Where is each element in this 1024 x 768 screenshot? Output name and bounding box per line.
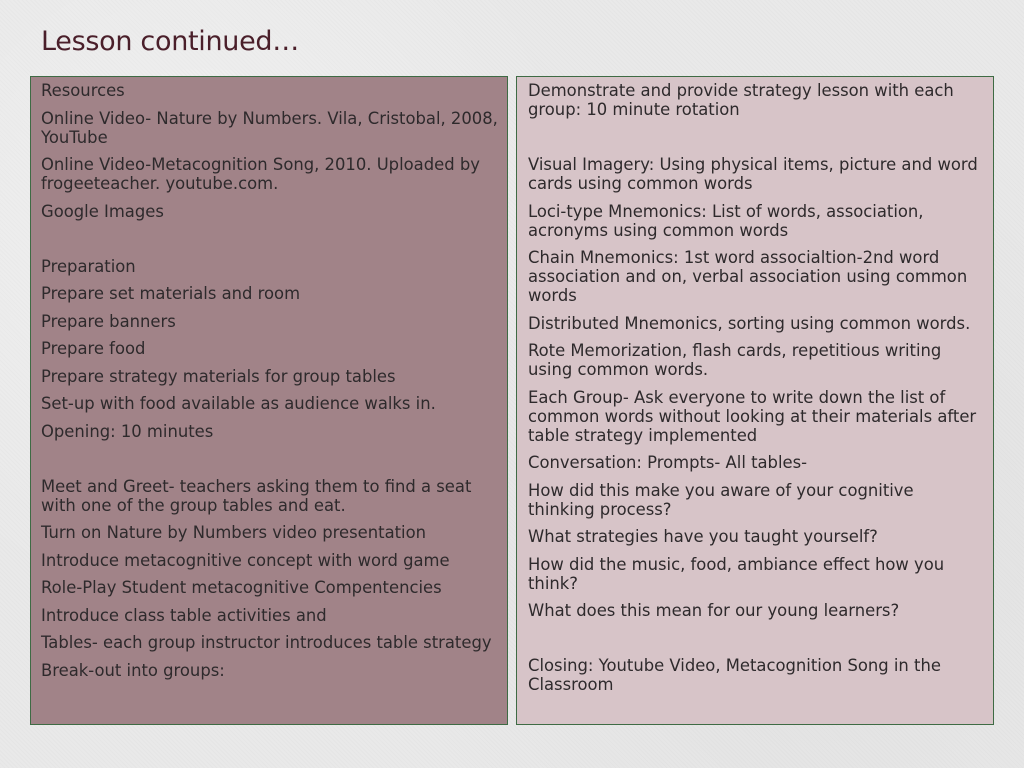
opening-step: Turn on Nature by Numbers video presentation — [41, 523, 427, 542]
right-content-panel — [516, 76, 994, 725]
strategy-item: Distributed Mnemonics, sorting using common words. — [528, 313, 971, 333]
opening-step: Break-out into groups: — [41, 660, 225, 680]
preparation-item: Prepare set materials and room — [41, 284, 301, 303]
preparation-item: Prepare banners — [41, 311, 176, 331]
spacer — [41, 229, 499, 257]
preparation-item: Prepare strategy materials for group tables — [41, 366, 396, 386]
strategy-item: Chain Mnemonics: 1st word associaltion-2nd word association and on, verbal association using common words — [528, 248, 968, 305]
spacer — [528, 629, 985, 657]
strategy-item: Conversation: Prompts- All tables- — [528, 453, 808, 472]
resource-item: Google Images — [41, 201, 164, 221]
strategy-item: How did this make you aware of your cognitive thinking process? — [528, 480, 914, 519]
closing-text: Closing: Youtube Video, Metacognition Song in the Classroom — [528, 656, 941, 694]
strategy-item: Visual Imagery: Using physical items, picture and word cards using common words — [528, 155, 978, 193]
opening-step: Meet and Greet- teachers asking them to find a seat with one of the group tables and eat. — [41, 476, 472, 515]
strategy-item: How did the music, food, ambiance effect how you think? — [528, 554, 945, 593]
strategy-item: What strategies have you taught yourself? — [528, 527, 878, 546]
resources-heading: Resources — [41, 81, 125, 100]
preparation-item: Set-up with food available as audience walks in. — [41, 394, 436, 413]
strategy-item: Loci-type Mnemonics: List of words, association, acronyms using common words — [528, 201, 924, 240]
resource-item: Online Video- Nature by Numbers. Vila, Cristobal, 2008, YouTube — [41, 108, 498, 147]
resource-item: Online Video-Metacognition Song, 2010. Uploaded by frogeeteacher. youtube.com. — [41, 155, 480, 193]
strategy-item: What does this mean for our young learners? — [528, 601, 900, 620]
slide-title: Lesson continued… — [41, 26, 299, 57]
opening-step: Introduce metacognitive concept with word game — [41, 550, 450, 570]
preparation-item: Prepare food — [41, 339, 146, 358]
strategy-item: Rote Memorization, flash cards, repetitious writing using common words. — [528, 341, 942, 379]
opening-step: Introduce class table activities and — [41, 605, 327, 625]
opening-step: Role-Play Student metacognitive Compentencies — [41, 578, 442, 597]
spacer — [528, 128, 985, 156]
opening-step: Tables- each group instructor introduces table strategy — [41, 633, 492, 652]
preparation-item: Opening: 10 minutes — [41, 421, 214, 441]
spacer — [41, 449, 499, 477]
strategy-intro: Demonstrate and provide strategy lesson with each group: 10 minute rotation — [528, 81, 954, 119]
strategy-item: Each Group- Ask everyone to write down the list of common words without looking at their materials after table strategy implemented — [528, 387, 977, 445]
left-content-panel — [30, 76, 508, 725]
preparation-heading: Preparation — [41, 256, 136, 276]
